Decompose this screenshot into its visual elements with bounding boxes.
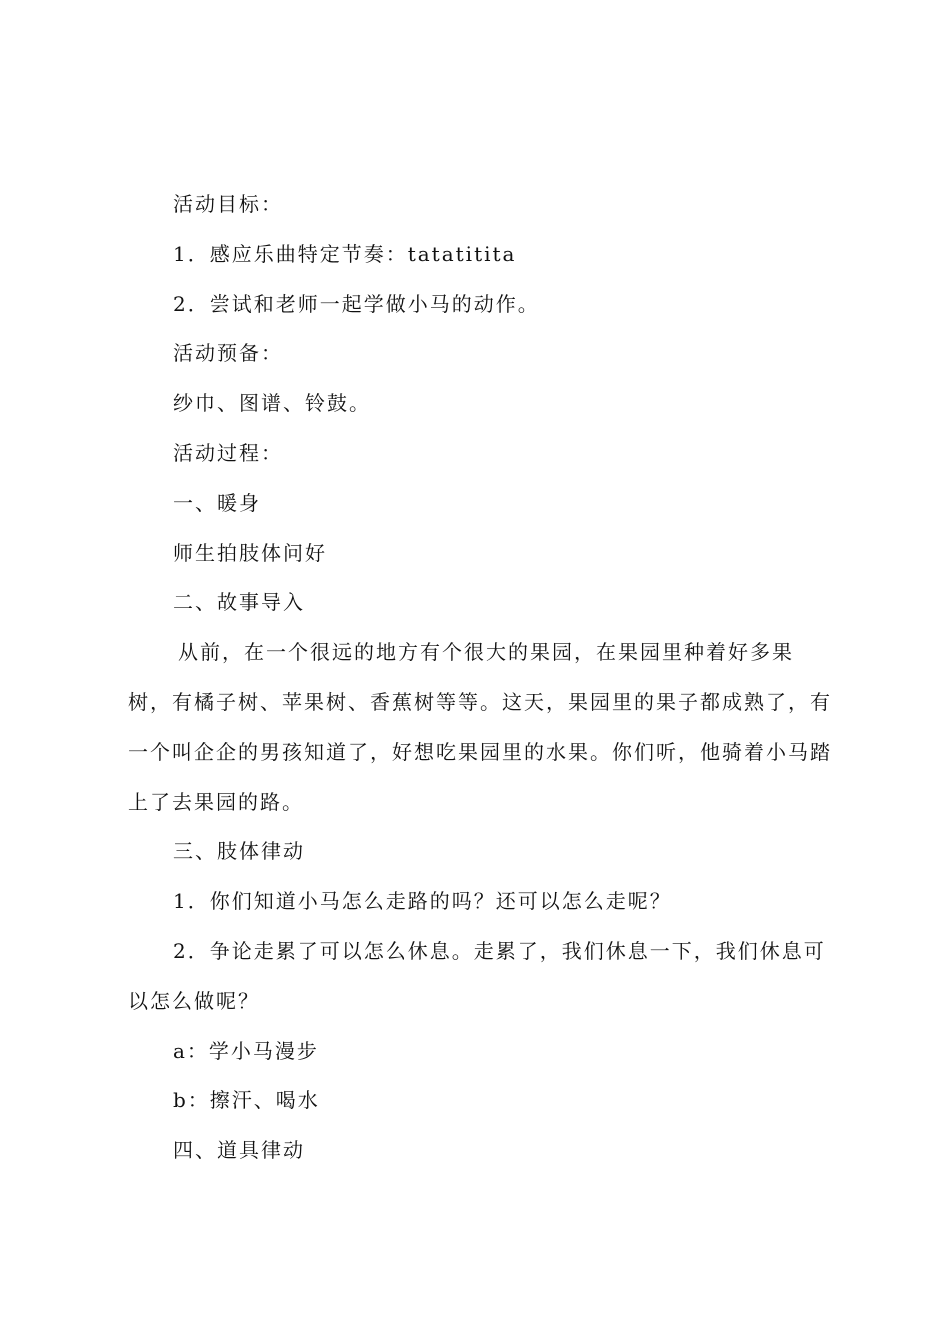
rhythm-item-b: b：擦汗、喝水 <box>173 1088 320 1113</box>
goal-item-2: 2．尝试和老师一起学做小马的动作。 <box>173 291 540 316</box>
document-body <box>128 180 832 1176</box>
story-text: 从前，在一个很远的地方有个很大的果园，在果园里种着好多果树，有橘子树、苹果树、香蕉树等等。这天，果园里的果子都成熟了，有一个叫企企的男孩知道了，好想吃果园里的水果。你们听，他骑着小马踏上了去果园的路。 <box>128 640 832 814</box>
section-warmup: 一、暖身 <box>173 490 261 515</box>
heading-activity-process: 活动过程： <box>173 440 283 465</box>
preparation-materials: 纱巾、图谱、铃鼓。 <box>173 391 371 416</box>
rhythm-item-2: 2．争论走累了可以怎么休息。走累了，我们休息一下，我们休息可以怎么做呢？ <box>128 938 826 1013</box>
goal-item-1: 1．感应乐曲特定节奏：tatatitita <box>173 241 517 266</box>
warmup-text: 师生拍肢体问好 <box>173 540 327 565</box>
rhythm-item-1: 1．你们知道小马怎么走路的吗？还可以怎么走呢？ <box>173 889 672 914</box>
section-prop-rhythm: 四、道具律动 <box>173 1138 305 1163</box>
section-body-rhythm: 三、肢体律动 <box>173 839 305 864</box>
heading-activity-preparation: 活动预备： <box>173 341 283 366</box>
section-story-intro: 二、故事导入 <box>173 590 305 615</box>
heading-activity-goals: 活动目标： <box>173 192 283 216</box>
rhythm-item-a: a：学小马漫步 <box>173 1038 319 1063</box>
